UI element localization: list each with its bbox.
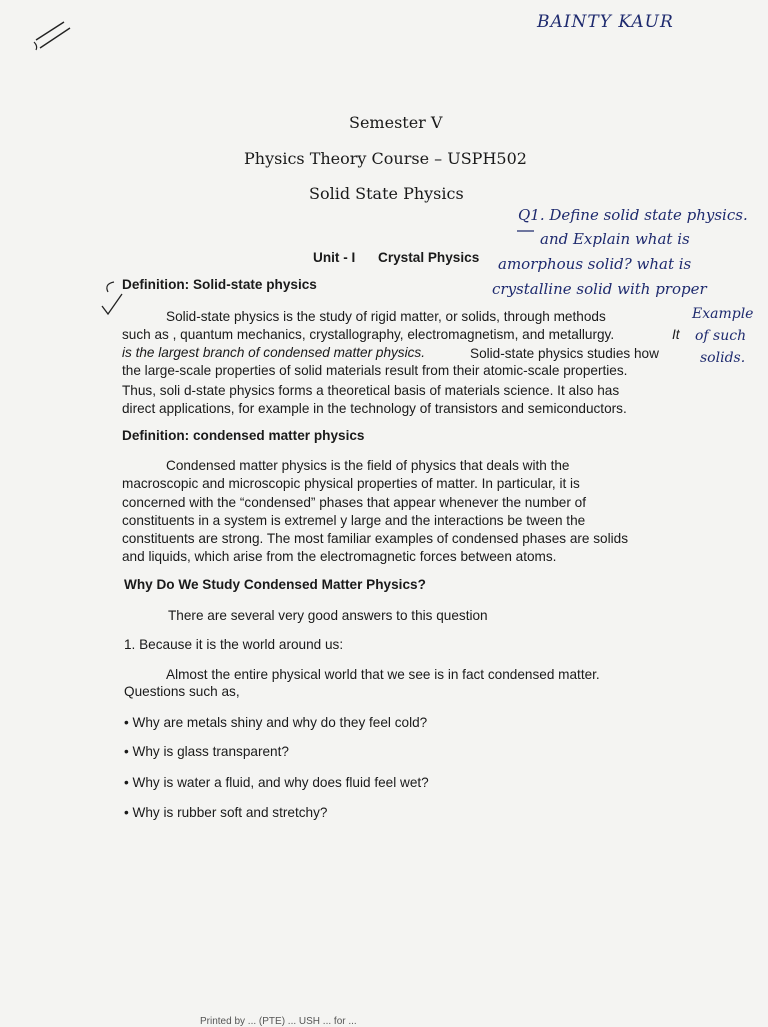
unit-title: Crystal Physics — [378, 250, 480, 265]
body-line: Thus, soli d-state physics forms a theoretical basis of materials science. It also has — [122, 383, 620, 398]
body-line: is the largest branch of condensed matter physics. — [122, 345, 425, 360]
body-line: the large-scale properties of solid materials result from their atomic-scale properties. — [122, 363, 628, 378]
question-line: crystalline solid with proper — [492, 280, 707, 298]
unit-number: Unit - I — [313, 250, 356, 265]
question-line: amorphous solid? what is — [498, 255, 692, 273]
bullet-item: • Why is water a fluid, and why does fluid feel wet? — [124, 775, 429, 790]
body-line: It — [672, 327, 680, 342]
heading-solid-state: Definition: Solid-state physics — [122, 277, 317, 292]
body-line: macroscopic and microscopic physical properties of matter. In particular, it is — [122, 476, 580, 491]
question-line: and Explain what is — [540, 230, 690, 248]
body-line: There are several very good answers to this question — [168, 608, 488, 623]
body-line: Condensed matter physics is the field of physics that deals with the — [166, 458, 570, 473]
margin-note-line: of such — [695, 328, 747, 344]
student-name: BAINTY KAUR — [537, 12, 674, 32]
bullet-item: • Why is rubber soft and stretchy? — [124, 805, 328, 820]
footer-text: Printed by ... (PTE) ... USH ... for ... — [200, 1016, 357, 1027]
numbered-point: 1. Because it is the world around us: — [124, 637, 344, 652]
body-line: concerned with the “condensed” phases that appear whenever the number of — [122, 495, 586, 510]
heading-condensed: Definition: condensed matter physics — [122, 428, 365, 443]
bullet-item: • Why are metals shiny and why do they feel cold? — [124, 715, 428, 730]
semester-title: Semester V — [349, 113, 443, 132]
bullet-item: • Why is glass transparent? — [124, 744, 289, 759]
underline-mark-icon — [516, 228, 536, 234]
heading-why: Why Do We Study Condensed Matter Physics? — [124, 577, 426, 592]
body-line: Solid-state physics studies how — [470, 346, 659, 361]
course-title: Physics Theory Course – USPH502 — [244, 149, 527, 168]
body-line: Questions such as, — [124, 684, 240, 699]
body-line: constituents are strong. The most familiar examples of condensed phases are solids — [122, 531, 629, 546]
body-line: constituents in a system is extremel y large and the interactions be tween the — [122, 513, 586, 528]
margin-note-line: Example — [692, 306, 754, 322]
body-line: such as , quantum mechanics, crystallography, electromagnetism, and metallurgy. — [122, 327, 615, 342]
body-line: direct applications, for example in the technology of transistors and semiconductors. — [122, 401, 627, 416]
body-line: Solid-state physics is the study of rigid matter, or solids, through methods — [166, 309, 606, 324]
body-line: Almost the entire physical world that we see is in fact condensed matter. — [166, 667, 600, 682]
body-line: and liquids, which arise from the electromagnetic forces between atoms. — [122, 549, 557, 564]
margin-note-line: solids. — [700, 350, 746, 366]
subject-title: Solid State Physics — [309, 184, 464, 203]
question-line: Q1. Define solid state physics. — [518, 206, 748, 224]
pen-mark-icon — [30, 18, 74, 54]
